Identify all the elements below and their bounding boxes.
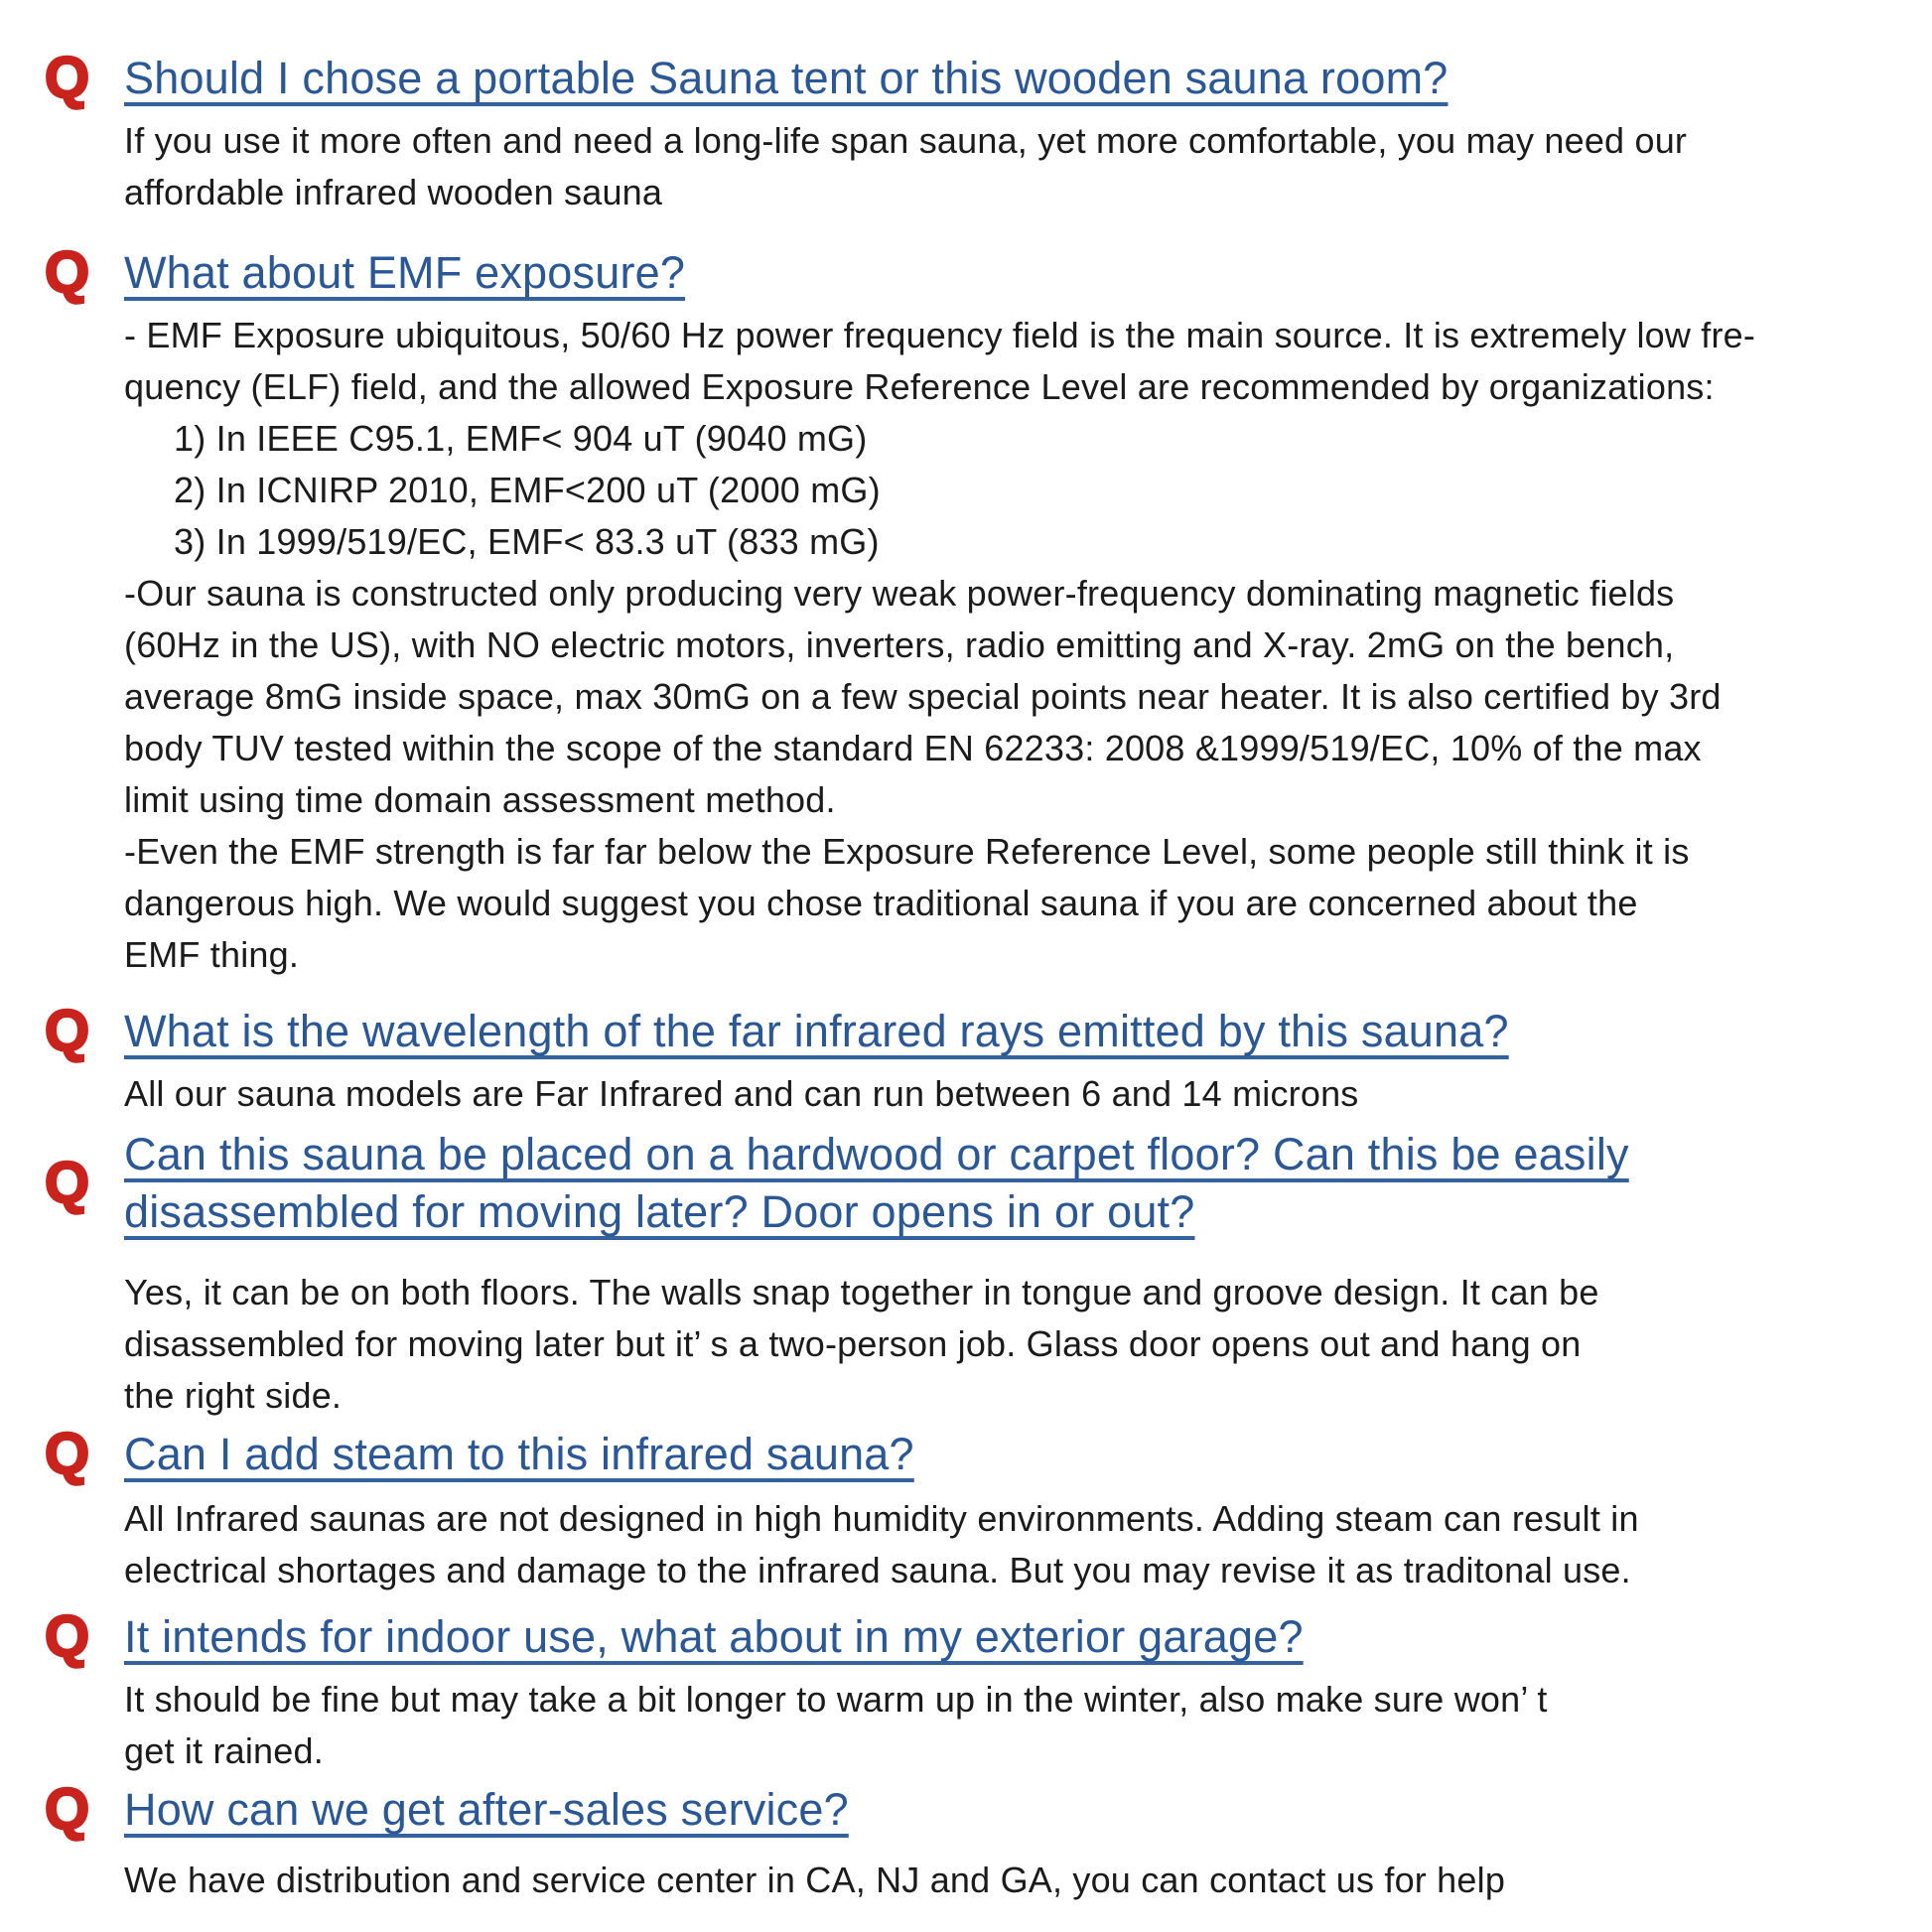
answer-line: dangerous high. We would suggest you chose traditional sauna if you are concerned about the — [124, 883, 1638, 923]
faq-item — [45, 999, 1892, 1120]
faq-item — [45, 240, 1892, 981]
answer-line: 1) In IEEE C95.1, EMF< 904 uT (9040 mG) — [174, 418, 868, 459]
faq-question-link[interactable] — [124, 1126, 1629, 1241]
faq-item — [45, 46, 1892, 218]
question-text: What is the wavelength of the far infrared rays emitted by this sauna? — [124, 1006, 1509, 1056]
answer-line: If you use it more often and need a long-life span sauna, yet more comfortable, you may need our — [124, 120, 1688, 161]
faq-question-link[interactable] — [124, 244, 685, 302]
faq-question-row — [45, 1604, 1892, 1669]
answer-line: EMF thing. — [124, 934, 300, 975]
faq-question-row — [45, 240, 1892, 305]
answer-line: body TUV tested within the scope of the standard EN 62233: 2008 &1999/519/EC, 10% of the max — [124, 728, 1702, 768]
answer-line: limit using time domain assessment method. — [124, 779, 836, 820]
faq-answer — [124, 310, 1892, 981]
faq-question-row — [45, 1422, 1892, 1486]
answer-line: average 8mG inside space, max 30mG on a few special points near heater. It is also certified by 3rd — [124, 676, 1722, 717]
faq-answer — [124, 1855, 1892, 1906]
faq-answer — [124, 1493, 1892, 1596]
faq-question-link[interactable] — [124, 1608, 1304, 1666]
question-text: It intends for indoor use, what about in my exterior garage? — [124, 1611, 1304, 1662]
q-marker-icon: Q — [45, 1604, 90, 1669]
answer-line: All Infrared saunas are not designed in high humidity environments. Adding steam can result in — [124, 1498, 1639, 1539]
q-marker-icon: Q — [45, 1151, 90, 1215]
faq-question-link[interactable] — [124, 1781, 849, 1839]
question-text: What about EMF exposure? — [124, 247, 686, 298]
answer-line: It should be fine but may take a bit longer to warm up in the winter, also make sure won’ t — [124, 1679, 1548, 1720]
q-marker-icon: Q — [45, 999, 90, 1063]
answer-line: quency (ELF) field, and the allowed Exposure Reference Level are recommended by organizations: — [124, 366, 1715, 407]
answer-line: -Our sauna is constructed only producing very weak power-frequency dominating magnetic fields — [124, 573, 1675, 614]
faq-question-row — [45, 1126, 1892, 1241]
q-marker-icon: Q — [45, 240, 90, 305]
answer-line: electrical shortages and damage to the infrared sauna. But you may revise it as traditonal use. — [124, 1550, 1631, 1590]
faq-item — [45, 1126, 1892, 1422]
answer-line: - EMF Exposure ubiquitous, 50/60 Hz power frequency field is the main source. It is extremely low fre- — [124, 315, 1756, 355]
answer-line: We have distribution and service center in CA, NJ and GA, you can contact us for help — [124, 1860, 1506, 1900]
faq-list — [45, 46, 1892, 1906]
faq-question-link[interactable] — [124, 1003, 1509, 1060]
faq-question-link[interactable] — [124, 50, 1449, 107]
faq-question-link[interactable] — [124, 1426, 914, 1483]
answer-line: get it rained. — [124, 1730, 324, 1771]
question-text: Should I chose a portable Sauna tent or this wooden sauna room? — [124, 53, 1449, 103]
faq-item — [45, 1422, 1892, 1596]
faq-item — [45, 1777, 1892, 1906]
answer-line: the right side. — [124, 1375, 343, 1416]
question-text: disassembled for moving later? Door opens in or out? — [124, 1186, 1195, 1237]
faq-answer — [124, 1068, 1892, 1120]
faq-question-row — [45, 1777, 1892, 1842]
answer-line: 3) In 1999/519/EC, EMF< 83.3 uT (833 mG) — [174, 521, 880, 562]
q-marker-icon: Q — [45, 1777, 90, 1842]
faq-answer — [124, 1674, 1892, 1777]
faq-answer — [124, 115, 1892, 218]
faq-item — [45, 1604, 1892, 1777]
question-text: Can I add steam to this infrared sauna? — [124, 1429, 914, 1479]
answer-line: affordable infrared wooden sauna — [124, 172, 663, 212]
question-text: How can we get after-sales service? — [124, 1784, 849, 1835]
question-text: Can this sauna be placed on a hardwood or carpet floor? Can this be easily — [124, 1129, 1629, 1179]
answer-line: disassembled for moving later but it’ s a two-person job. Glass door opens out and hang on — [124, 1323, 1582, 1364]
answer-line: (60Hz in the US), with NO electric motors, inverters, radio emitting and X-ray. 2mG on the bench, — [124, 624, 1675, 665]
q-marker-icon: Q — [45, 46, 90, 110]
faq-question-row — [45, 46, 1892, 110]
faq-question-row — [45, 999, 1892, 1063]
faq-answer — [124, 1267, 1892, 1422]
q-marker-icon: Q — [45, 1422, 90, 1486]
answer-line: Yes, it can be on both floors. The walls snap together in tongue and groove design. It can be — [124, 1272, 1599, 1312]
answer-line: -Even the EMF strength is far far below the Exposure Reference Level, some people still think it is — [124, 831, 1690, 872]
answer-line: All our sauna models are Far Infrared and can run between 6 and 14 microns — [124, 1073, 1359, 1114]
answer-line: 2) In ICNIRP 2010, EMF<200 uT (2000 mG) — [174, 470, 881, 510]
